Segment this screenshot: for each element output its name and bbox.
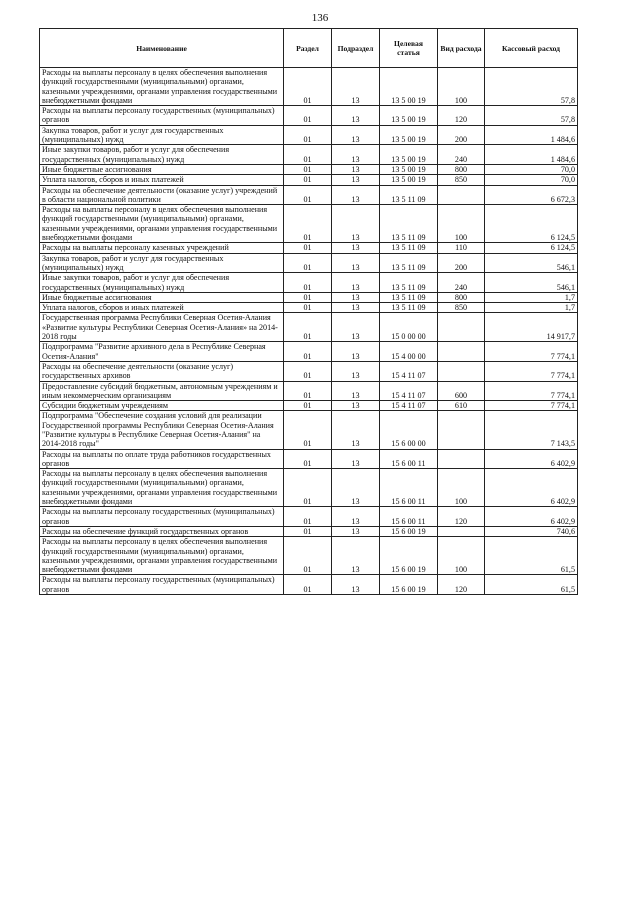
cell-cash-expense: 7 774,1 — [485, 342, 578, 362]
cell-target-article: 15 6 00 11 — [380, 469, 438, 507]
table-row — [40, 205, 578, 243]
cell-expense-type: 850 — [438, 303, 485, 313]
cell-subsection: 13 — [332, 125, 380, 145]
table-row — [40, 164, 578, 174]
cell-expense-type: 100 — [438, 469, 485, 507]
cell-section: 01 — [284, 313, 332, 342]
cell-expense-type — [438, 526, 485, 536]
cell-subsection: 13 — [332, 381, 380, 401]
cell-target-article: 13 5 00 19 — [380, 106, 438, 126]
table-row — [40, 381, 578, 401]
cell-name: Расходы на выплаты персоналу казенных учреждений — [40, 243, 284, 253]
cell-subsection: 13 — [332, 303, 380, 313]
cell-cash-expense: 6 124,5 — [485, 243, 578, 253]
cell-name: Уплата налогов, сборов и иных платежей — [40, 175, 284, 185]
cell-cash-expense: 61,5 — [485, 575, 578, 595]
table-row — [40, 469, 578, 507]
cell-subsection: 13 — [332, 469, 380, 507]
cell-expense-type: 800 — [438, 292, 485, 302]
table-row — [40, 537, 578, 575]
cell-target-article: 15 6 00 19 — [380, 575, 438, 595]
cell-section: 01 — [284, 469, 332, 507]
header-cash-expense: Кассовый расход — [485, 29, 578, 68]
cell-name: Подпрограмма "Развитие архивного дела в Республике Северная Осетия-Алания" — [40, 342, 284, 362]
cell-cash-expense: 6 402,9 — [485, 469, 578, 507]
cell-name: Расходы на выплаты персоналу в целях обеспечения выполнения функций государственными (муниципальными) органами, казенными учреждениями, органами управления государственными внебюджетными фондами — [40, 537, 284, 575]
cell-section: 01 — [284, 185, 332, 205]
cell-target-article: 13 5 11 09 — [380, 292, 438, 302]
cell-expense-type: 200 — [438, 125, 485, 145]
header-target-article: Целевая статья — [380, 29, 438, 68]
cell-section: 01 — [284, 411, 332, 449]
table-row — [40, 449, 578, 469]
cell-target-article: 15 0 00 00 — [380, 313, 438, 342]
cell-section: 01 — [284, 273, 332, 293]
table-row — [40, 411, 578, 449]
cell-subsection: 13 — [332, 185, 380, 205]
cell-section: 01 — [284, 381, 332, 401]
cell-target-article: 13 5 11 09 — [380, 205, 438, 243]
cell-target-article: 13 5 11 09 — [380, 303, 438, 313]
cell-section: 01 — [284, 361, 332, 381]
header-name: Наименование — [40, 29, 284, 68]
cell-expense-type: 240 — [438, 145, 485, 165]
table-row — [40, 185, 578, 205]
cell-expense-type: 100 — [438, 68, 485, 106]
table-row — [40, 342, 578, 362]
cell-subsection: 13 — [332, 537, 380, 575]
cell-subsection: 13 — [332, 401, 380, 411]
cell-target-article: 15 4 11 07 — [380, 401, 438, 411]
cell-subsection: 13 — [332, 253, 380, 273]
cell-expense-type: 610 — [438, 401, 485, 411]
cell-cash-expense: 546,1 — [485, 273, 578, 293]
cell-name: Закупка товаров, работ и услуг для государственных (муниципальных) нужд — [40, 253, 284, 273]
cell-subsection: 13 — [332, 449, 380, 469]
cell-expense-type — [438, 185, 485, 205]
cell-name: Закупка товаров, работ и услуг для государственных (муниципальных) нужд — [40, 125, 284, 145]
cell-subsection: 13 — [332, 243, 380, 253]
table-row — [40, 175, 578, 185]
cell-section: 01 — [284, 175, 332, 185]
cell-name: Расходы на выплаты персоналу государственных (муниципальных) органов — [40, 106, 284, 126]
cell-target-article: 13 5 00 19 — [380, 68, 438, 106]
cell-expense-type: 100 — [438, 537, 485, 575]
table-row — [40, 292, 578, 302]
table-row — [40, 253, 578, 273]
header-expense-type: Вид расхода — [438, 29, 485, 68]
cell-name: Уплата налогов, сборов и иных платежей — [40, 303, 284, 313]
table-row — [40, 68, 578, 106]
cell-name: Расходы на выплаты персоналу в целях обеспечения выполнения функций государственными (муниципальными) органами, казенными учреждениями, органами управления государственными внебюджетными фондами — [40, 205, 284, 243]
cell-target-article: 15 6 00 19 — [380, 537, 438, 575]
cell-name: Государственная программа Республики Северная Осетия-Алания «Развитие культуры Республики Северная Осетия-Алания» на 2014-2018 годы — [40, 313, 284, 342]
cell-subsection: 13 — [332, 361, 380, 381]
cell-section: 01 — [284, 507, 332, 527]
cell-cash-expense: 1 484,6 — [485, 125, 578, 145]
table-body — [40, 68, 578, 595]
cell-section: 01 — [284, 449, 332, 469]
cell-target-article: 15 4 11 07 — [380, 361, 438, 381]
cell-subsection: 13 — [332, 175, 380, 185]
cell-name: Иные бюджетные ассигнования — [40, 164, 284, 174]
cell-subsection: 13 — [332, 526, 380, 536]
table-row — [40, 401, 578, 411]
cell-cash-expense: 70,0 — [485, 175, 578, 185]
cell-name: Предоставление субсидий бюджетным, автономным учреждениям и иным некоммерческим организациям — [40, 381, 284, 401]
table-row — [40, 125, 578, 145]
table-row — [40, 243, 578, 253]
cell-name: Расходы на обеспечение деятельности (оказание услуг) государственных архивов — [40, 361, 284, 381]
cell-expense-type: 100 — [438, 205, 485, 243]
cell-cash-expense: 70,0 — [485, 164, 578, 174]
cell-subsection: 13 — [332, 507, 380, 527]
cell-section: 01 — [284, 575, 332, 595]
cell-expense-type — [438, 361, 485, 381]
cell-cash-expense: 6 402,9 — [485, 449, 578, 469]
cell-target-article: 13 5 00 19 — [380, 164, 438, 174]
cell-expense-type: 120 — [438, 507, 485, 527]
budget-expense-table — [39, 28, 578, 595]
cell-target-article: 13 5 11 09 — [380, 185, 438, 205]
cell-cash-expense: 57,8 — [485, 106, 578, 126]
cell-expense-type: 240 — [438, 273, 485, 293]
cell-cash-expense: 1 484,6 — [485, 145, 578, 165]
cell-expense-type — [438, 313, 485, 342]
cell-expense-type: 800 — [438, 164, 485, 174]
cell-subsection: 13 — [332, 145, 380, 165]
header-subsection: Подраздел — [332, 29, 380, 68]
cell-target-article: 15 6 00 00 — [380, 411, 438, 449]
cell-cash-expense: 546,1 — [485, 253, 578, 273]
cell-name: Подпрограмма "Обеспечение создания условий для реализации Государственной программы Республики Северная Осетия-Алания "Развитие культуры в Республике Северная Осетия-Алания" на 2014-2018 годы" — [40, 411, 284, 449]
cell-cash-expense: 1,7 — [485, 303, 578, 313]
cell-subsection: 13 — [332, 342, 380, 362]
cell-name: Расходы на обеспечение функций государственных органов — [40, 526, 284, 536]
cell-cash-expense: 6 402,9 — [485, 507, 578, 527]
cell-subsection: 13 — [332, 273, 380, 293]
cell-subsection: 13 — [332, 205, 380, 243]
cell-cash-expense: 6 124,5 — [485, 205, 578, 243]
cell-name: Расходы на обеспечение деятельности (оказание услуг) учреждений в области национальной политики — [40, 185, 284, 205]
cell-section: 01 — [284, 205, 332, 243]
cell-section: 01 — [284, 145, 332, 165]
cell-expense-type — [438, 342, 485, 362]
cell-subsection: 13 — [332, 292, 380, 302]
table-row — [40, 507, 578, 527]
cell-name: Иные бюджетные ассигнования — [40, 292, 284, 302]
cell-name: Расходы на выплаты по оплате труда работников государственных органов — [40, 449, 284, 469]
cell-cash-expense: 61,5 — [485, 537, 578, 575]
table-row — [40, 575, 578, 595]
cell-name: Иные закупки товаров, работ и услуг для обеспечения государственных (муниципальных) нужд — [40, 145, 284, 165]
cell-name: Иные закупки товаров, работ и услуг для обеспечения государственных (муниципальных) нужд — [40, 273, 284, 293]
cell-section: 01 — [284, 243, 332, 253]
table-row — [40, 273, 578, 293]
cell-subsection: 13 — [332, 68, 380, 106]
cell-target-article: 13 5 11 09 — [380, 243, 438, 253]
table-row — [40, 361, 578, 381]
cell-section: 01 — [284, 537, 332, 575]
cell-expense-type: 600 — [438, 381, 485, 401]
cell-target-article: 13 5 00 19 — [380, 175, 438, 185]
cell-target-article: 15 6 00 11 — [380, 449, 438, 469]
cell-subsection: 13 — [332, 164, 380, 174]
cell-subsection: 13 — [332, 106, 380, 126]
cell-section: 01 — [284, 125, 332, 145]
cell-cash-expense: 7 774,1 — [485, 361, 578, 381]
cell-cash-expense: 7 143,5 — [485, 411, 578, 449]
cell-cash-expense: 7 774,1 — [485, 381, 578, 401]
cell-subsection: 13 — [332, 411, 380, 449]
page-number: 136 — [311, 12, 329, 24]
cell-subsection: 13 — [332, 575, 380, 595]
cell-target-article: 15 6 00 11 — [380, 507, 438, 527]
table-header-row — [40, 29, 578, 68]
cell-name: Расходы на выплаты персоналу государственных (муниципальных) органов — [40, 575, 284, 595]
cell-target-article: 15 6 00 19 — [380, 526, 438, 536]
cell-subsection: 13 — [332, 313, 380, 342]
cell-section: 01 — [284, 342, 332, 362]
cell-name: Расходы на выплаты персоналу в целях обеспечения выполнения функций государственными (муниципальными) органами, казенными учреждениями, органами управления государственными внебюджетными фондами — [40, 68, 284, 106]
table-row — [40, 106, 578, 126]
cell-expense-type: 200 — [438, 253, 485, 273]
table-row — [40, 526, 578, 536]
cell-cash-expense: 7 774,1 — [485, 401, 578, 411]
cell-name: Расходы на выплаты персоналу в целях обеспечения выполнения функций государственными (муниципальными) органами, казенными учреждениями, органами управления государственными внебюджетными фондами — [40, 469, 284, 507]
cell-expense-type — [438, 411, 485, 449]
cell-target-article: 13 5 11 09 — [380, 253, 438, 273]
table-row — [40, 313, 578, 342]
table-row — [40, 145, 578, 165]
cell-section: 01 — [284, 401, 332, 411]
cell-expense-type: 850 — [438, 175, 485, 185]
cell-section: 01 — [284, 106, 332, 126]
cell-expense-type — [438, 449, 485, 469]
table-row — [40, 303, 578, 313]
cell-cash-expense: 6 672,3 — [485, 185, 578, 205]
cell-cash-expense: 1,7 — [485, 292, 578, 302]
cell-expense-type: 120 — [438, 575, 485, 595]
cell-section: 01 — [284, 253, 332, 273]
cell-name: Субсидии бюджетным учреждениям — [40, 401, 284, 411]
cell-target-article: 13 5 00 19 — [380, 125, 438, 145]
cell-section: 01 — [284, 68, 332, 106]
cell-section: 01 — [284, 526, 332, 536]
cell-cash-expense: 57,8 — [485, 68, 578, 106]
cell-expense-type: 110 — [438, 243, 485, 253]
cell-target-article: 15 4 11 07 — [380, 381, 438, 401]
cell-section: 01 — [284, 292, 332, 302]
cell-expense-type: 120 — [438, 106, 485, 126]
cell-target-article: 13 5 00 19 — [380, 145, 438, 165]
cell-cash-expense: 14 917,7 — [485, 313, 578, 342]
cell-name: Расходы на выплаты персоналу государственных (муниципальных) органов — [40, 507, 284, 527]
cell-target-article: 15 4 00 00 — [380, 342, 438, 362]
cell-section: 01 — [284, 164, 332, 174]
cell-target-article: 13 5 11 09 — [380, 273, 438, 293]
cell-section: 01 — [284, 303, 332, 313]
cell-cash-expense: 740,6 — [485, 526, 578, 536]
header-section: Раздел — [284, 29, 332, 68]
